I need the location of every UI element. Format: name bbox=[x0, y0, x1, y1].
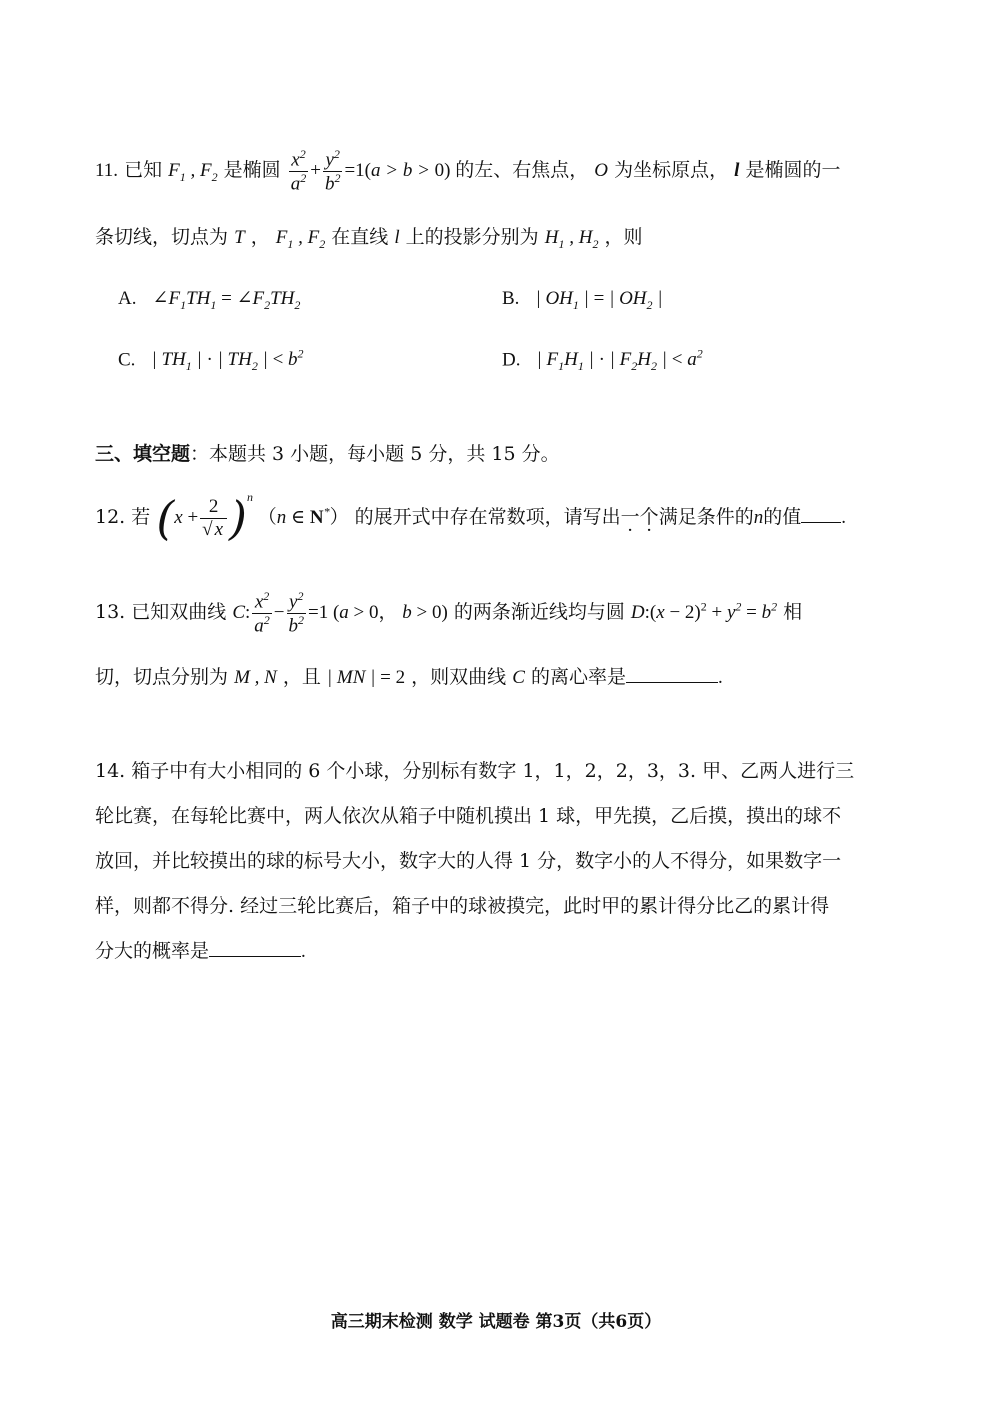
q12-n: n bbox=[753, 507, 764, 528]
q14-line3: 放回，并比较摸出的球的标号大小，数字大的人得 1 分，数字小的人不得分，如果数字一 bbox=[95, 850, 842, 872]
q13-tangent-points: M , N bbox=[234, 667, 277, 688]
q13-line2-d: 的离心率是 bbox=[530, 666, 626, 688]
q12-answer-blank[interactable] bbox=[801, 506, 841, 523]
q11-line2-c: 上的投影分别为 bbox=[405, 226, 539, 248]
section3-title: 三、填空题 bbox=[95, 443, 191, 465]
option-a-math: $\angle F_1TH_1$ = $\angle F_2TH_2$ bbox=[152, 288, 301, 312]
q12-number: 12. 若 bbox=[95, 506, 151, 528]
q11-foci: $F_1$ , $F_2$ bbox=[168, 160, 218, 184]
option-d-math: | $F_1H_1$ | · | $F_2H_2$ | < $a^2$ bbox=[536, 347, 703, 374]
q13-mn-length: | MN | = 2 bbox=[326, 667, 406, 688]
q13-line2-b: ，且 bbox=[282, 666, 321, 688]
q11-text-e: 是椭圆的一 bbox=[745, 159, 841, 182]
q11-origin: O bbox=[594, 160, 609, 182]
q11-line-l: l bbox=[734, 160, 740, 182]
q11-line2-d: ，则 bbox=[604, 226, 643, 248]
option-b-label: B. bbox=[502, 288, 520, 309]
q12-text-c: 的值 bbox=[763, 506, 802, 528]
q13-hyperbola-equation: C: $\frac{x^2}{a^2}$ − $\frac{y^2}{b^2}$ =1 (a > 0， b > 0) bbox=[232, 589, 448, 637]
q11-line1 bbox=[95, 148, 840, 195]
option-a-label: A. bbox=[118, 288, 137, 309]
page-footer: 高三期末检测 数学 试题卷 第3页（共6页） bbox=[330, 1312, 662, 1332]
q11-tangent-point: T bbox=[234, 227, 245, 248]
option-c-math: | $TH_1$ | · | $TH_2$ | < $b^2$ bbox=[151, 347, 304, 374]
q13-line2: 切，切点分别为 M , N ，且 | MN | = 2 ，则双曲线 C 的离心率是 . bbox=[95, 666, 723, 688]
q11-option-b bbox=[502, 287, 663, 312]
q12-text-a: 的展开式中存在常数项，请写出 bbox=[354, 506, 621, 528]
q14-line5: 分大的概率是 . bbox=[95, 940, 306, 962]
q13-number: 13. 已知双曲线 bbox=[95, 601, 227, 624]
q12-emphasis-2: 个 bbox=[639, 506, 659, 528]
q14-line5-text: 分大的概率是 bbox=[95, 940, 210, 962]
q11-option-c bbox=[118, 347, 304, 374]
q14-line2: 轮比赛，在每轮比赛中，两人依次从箱子中随机摸出 1 球，甲先摸，乙后摸，摸出的球不 bbox=[95, 805, 842, 827]
q11-text-c: 的左、右焦点， bbox=[455, 159, 589, 182]
q13-line2-a: 切，切点分别为 bbox=[95, 666, 229, 688]
q11-line2: 条切线，切点为 T ， $F_1$ , $F_2$ 在直线 l 上的投影分别为 $H_1$ , $H_2$ ，则 bbox=[95, 226, 643, 251]
q11-line-l-2: l bbox=[394, 227, 400, 248]
q11-text-b: 是椭圆 bbox=[223, 159, 281, 182]
q12-emphasis-1: 一 bbox=[620, 506, 640, 528]
q12-text-b: 满足条件的 bbox=[658, 506, 754, 528]
option-c-label: C. bbox=[118, 349, 136, 371]
q12-line: 12. 若 (x + $\frac{2}{√ x}$ )$^n$ （n ∈ N*） 的展开式中存在常数项，请写出一个满足条件的n的值 . bbox=[95, 490, 846, 546]
section3-desc: ：本题共 3 小题，每小题 5 分，共 15 分。 bbox=[190, 443, 560, 465]
q14-line4: 样，则都不得分. 经过三轮比赛后，箱子中的球被摸完，此时甲的累计得分比乙的累计得 bbox=[95, 895, 830, 917]
q11-option-a bbox=[118, 287, 300, 312]
q12-expression: (x + $\frac{2}{√ x}$ )$^n$ bbox=[156, 490, 253, 546]
q11-text-a: 已知 bbox=[124, 159, 163, 182]
option-b-math: | $OH_1$ | = | $OH_2$ | bbox=[535, 288, 663, 312]
q11-text-d: 为坐标原点， bbox=[614, 159, 729, 182]
q14-line1: 14. 箱子中有大小相同的 6 个小球，分别标有数字 1，1，2，2，3，3. 甲、乙两人进行三 bbox=[95, 760, 855, 782]
q14-answer-blank[interactable] bbox=[209, 940, 301, 957]
q11-number: 11. bbox=[95, 160, 119, 182]
q11-foci-2: $F_1$ , $F_2$ bbox=[275, 227, 326, 251]
q13-c: C bbox=[512, 667, 525, 688]
option-d-label: D. bbox=[502, 349, 521, 371]
q11-option-d bbox=[502, 347, 703, 374]
q13-text-a: 的两条渐近线均与圆 bbox=[453, 601, 625, 624]
q13-text-b: 相 bbox=[783, 601, 803, 624]
q11-line2-b: 在直线 bbox=[331, 226, 389, 248]
q11-line2-a: 条切线，切点为 bbox=[95, 226, 229, 248]
q12-condition: n ∈ N* bbox=[276, 504, 330, 528]
section3-heading bbox=[95, 443, 560, 466]
q11-ellipse-equation: $\frac{x^2}{a^2}$ + $\frac{y^2}{b^2}$ =1(a > b > 0) bbox=[290, 147, 451, 195]
q13-answer-blank[interactable] bbox=[626, 666, 718, 683]
q11-projections: $H_1$ , $H_2$ bbox=[544, 227, 599, 251]
q13-line1 bbox=[95, 590, 802, 637]
q13-line2-c: ，则双曲线 bbox=[411, 666, 507, 688]
q13-circle-equation: D:(x − $2)^2 + y^2 = b^2$ bbox=[630, 599, 778, 624]
